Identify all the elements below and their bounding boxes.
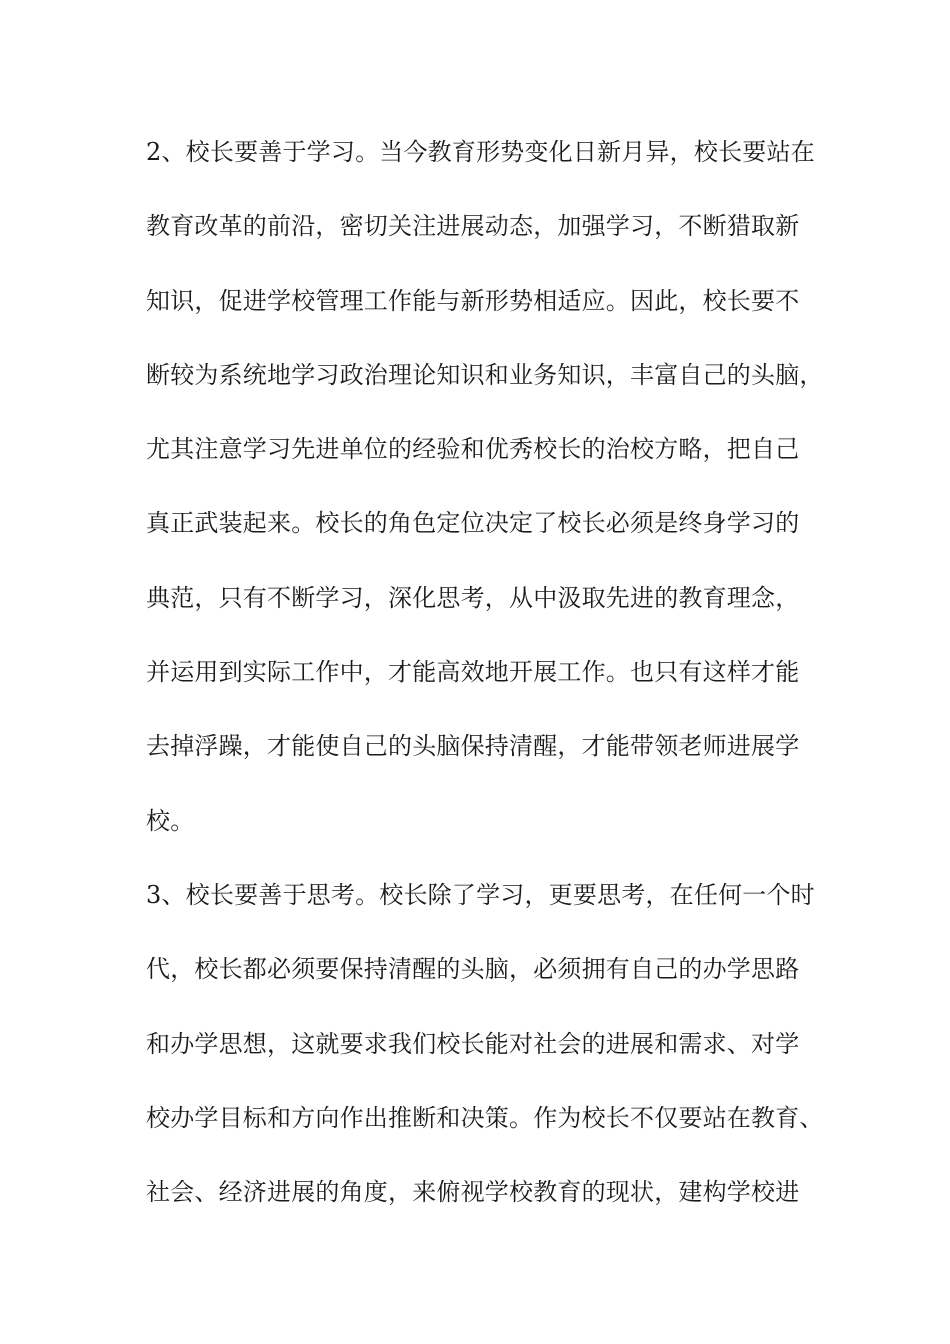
text-line: 真正武装起来。校长的角色定位决定了校长必须是终身学习的 [146, 509, 800, 538]
text-line: 校办学目标和方向作出推断和决策。作为校长不仅要站在教育、 [146, 1103, 824, 1132]
text-line: 断较为系统地学习政治理论知识和业务知识，丰富自己的头脑， [146, 360, 824, 389]
text-line: 去掉浮躁，才能使自己的头脑保持清醒，才能带领老师进展学 [146, 732, 800, 761]
text-line: 代，校长都必须要保持清醒的头脑，必须拥有自己的办学思路 [146, 955, 800, 984]
text-line: 知识，促进学校管理工作能与新形势相适应。因此，校长要不 [146, 286, 800, 315]
text-line: 尤其注意学习先进单位的经验和优秀校长的治校方略，把自己 [146, 435, 800, 464]
text-line: 校。 [146, 806, 195, 835]
text-line: 教育改革的前沿，密切关注进展动态，加强学习，不断猎取新 [146, 212, 800, 241]
text-line: 3、校长要善于思考。校长除了学习，更要思考，在任何一个时 [146, 880, 815, 909]
text-line: 典范，只有不断学习，深化思考，从中汲取先进的教育理念， [146, 583, 800, 612]
body-text [146, 128, 826, 1242]
text-line: 社会、经济进展的角度，来俯视学校教育的现状，建构学校进 [146, 1178, 800, 1207]
text-line: 和办学思想，这就要求我们校长能对社会的进展和需求、对学 [146, 1029, 800, 1058]
text-line: 并运用到实际工作中，才能高效地开展工作。也只有这样才能 [146, 658, 800, 687]
text-line: 2、校长要善于学习。当今教育形势变化日新月异，校长要站在 [146, 138, 815, 166]
